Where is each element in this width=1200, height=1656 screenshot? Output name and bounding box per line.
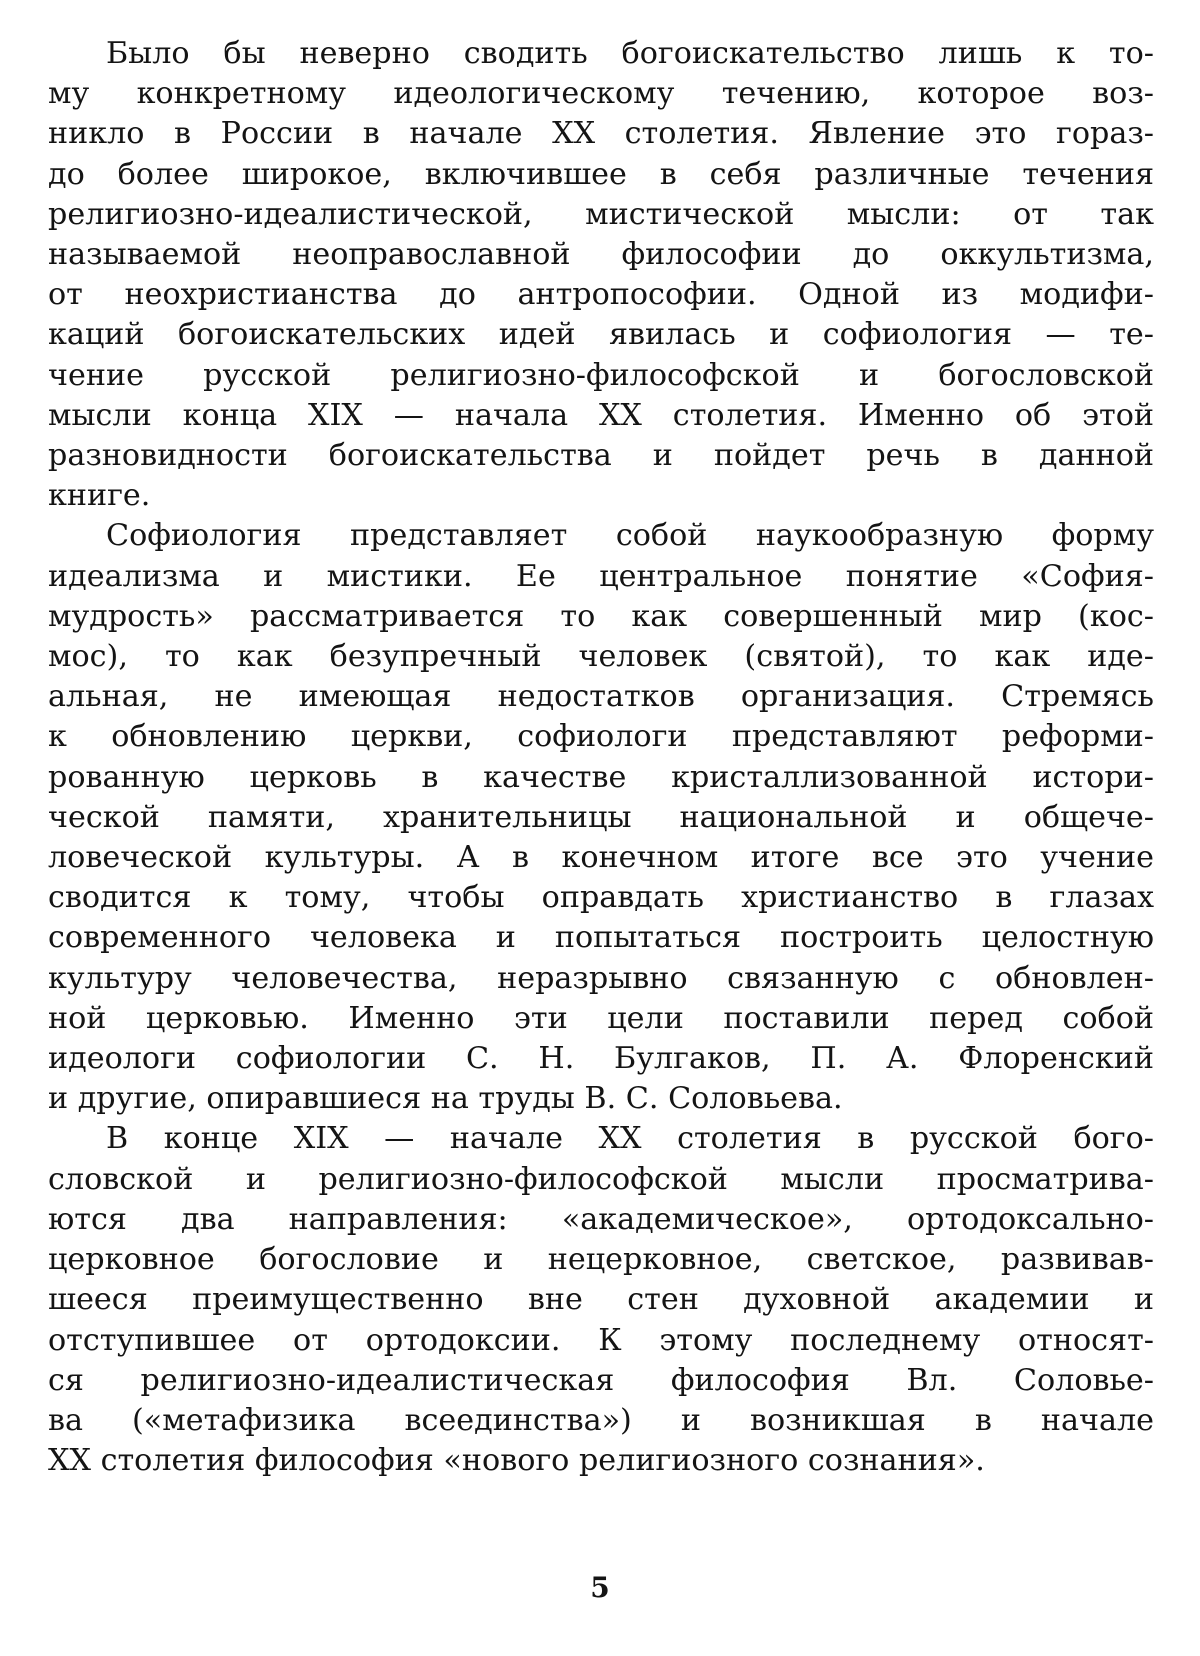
text-line: ются два направления: «академическое», ортодоксально- <box>48 1201 1154 1237</box>
text-line: и другие, опиравшиеся на труды В. С. Соловьева. <box>48 1081 843 1117</box>
text-line: разновидности богоискательства и пойдет речь в данной <box>48 438 1154 474</box>
text-line: до более широкое, включившее в себя различные течения <box>48 156 1154 192</box>
text-line: Софиология представляет собой наукообразную форму <box>106 518 1154 554</box>
text-line: книге. <box>48 478 151 514</box>
text-line: мос), то как безупречный человек (святой), то как иде- <box>48 639 1154 675</box>
text-line: му конкретному идеологическому течению, которое воз- <box>48 76 1154 112</box>
text-line: ной церковью. Именно эти цели поставили перед собой <box>48 1000 1154 1036</box>
text-line: церковное богословие и нецерковное, светское, развивав- <box>48 1242 1154 1278</box>
page-number: 5 <box>590 1571 610 1604</box>
text-line: словской и религиозно-философской мысли просматрива- <box>48 1161 1154 1197</box>
text-line: XX столетия философия «нового религиозного сознания». <box>48 1443 985 1479</box>
text-line: каций богоискательских идей явилась и софиология — те- <box>48 317 1154 353</box>
text-line: мудрость» рассматривается то как совершенный мир (кос- <box>48 598 1154 634</box>
text-line: идеологи софиологии С. Н. Булгаков, П. А. Флоренский <box>48 1041 1154 1077</box>
text-line: ловеческой культуры. А в конечном итоге все это учение <box>48 840 1154 876</box>
text-line: шееся преимущественно вне стен духовной академии и <box>48 1282 1154 1318</box>
text-line: никло в России в начале XX столетия. Явление это гораз- <box>48 116 1154 152</box>
text-line: ва («метафизика всеединства») и возникшая в начале <box>48 1402 1154 1438</box>
text-line: отступившее от ортодоксии. К этому последнему относят- <box>48 1322 1154 1358</box>
text-line: чение русской религиозно-философской и богословской <box>48 357 1154 393</box>
text-line: ся религиозно-идеалистическая философия Вл. Соловье- <box>48 1362 1154 1398</box>
text-line: называемой неоправославной философии до оккультизма, <box>48 237 1154 273</box>
text-line: от неохристианства до антропософии. Одной из модифи- <box>48 277 1154 313</box>
text-line: Было бы неверно сводить богоискательство лишь к то- <box>106 36 1154 71</box>
text-line: мысли конца XIX — начала XX столетия. Именно об этой <box>48 397 1154 433</box>
paragraph-3 <box>48 1119 1154 1481</box>
text-line: культуру человечества, неразрывно связанную с обновлен- <box>48 960 1154 996</box>
text-line: современного человека и попытаться построить целостную <box>48 920 1154 956</box>
text-line: В конце XIX — начале XX столетия в русской бого- <box>106 1121 1154 1157</box>
body-text <box>48 34 1154 1481</box>
paragraph-2 <box>48 516 1154 1119</box>
text-line: рованную церковь в качестве кристаллизованной истори- <box>48 759 1154 795</box>
text-line: идеализма и мистики. Ее центральное понятие «София- <box>48 558 1154 594</box>
text-line: сводится к тому, чтобы оправдать христианство в глазах <box>48 880 1154 916</box>
text-line: альная, не имеющая недостатков организация. Стремясь <box>48 679 1154 715</box>
text-line: к обновлению церкви, софиологи представляют реформи- <box>48 719 1154 755</box>
text-line: религиозно-идеалистической, мистической мысли: от так <box>48 196 1154 232</box>
text-line: ческой памяти, хранительницы национальной и общече- <box>48 799 1154 835</box>
paragraph-1 <box>48 34 1154 516</box>
